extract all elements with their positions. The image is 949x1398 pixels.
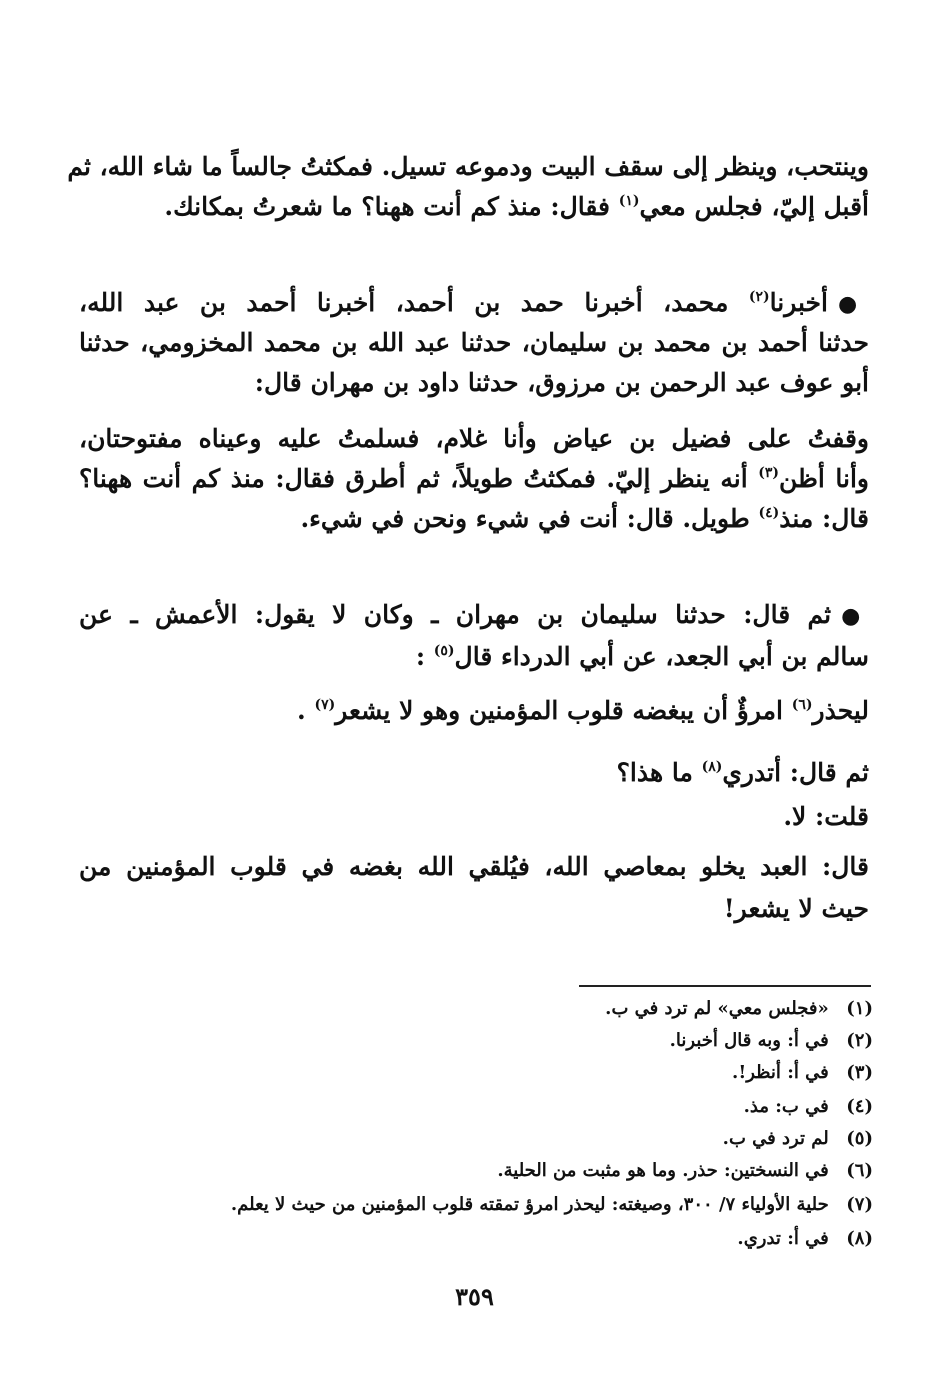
- footnote: [53, 1026, 873, 1056]
- text: وأنا أظن: [778, 464, 869, 493]
- footnote-text: في ب: مذ.: [743, 1096, 829, 1117]
- footnote-marker[interactable]: (٨): [701, 759, 723, 775]
- text: أنه ينظر إليّ. فمكثتُ طويلاً، ثم أطرق فقال: منذ كم أنت ههنا؟: [79, 464, 748, 493]
- footnote-divider: [579, 985, 871, 987]
- footnote-text: في أ: تدري.: [737, 1228, 829, 1249]
- footnote: [53, 994, 873, 1024]
- text: أبو عوف عبد الرحمن بن مرزوق، حدثنا داود بن مهران قال:: [254, 368, 869, 397]
- text: وينتحب، وينظر إلى سقف البيت ودموعه تسيل. فمكثتُ جالساً ما شاء الله، ثم: [67, 152, 869, 181]
- bullet-icon: ●: [841, 603, 869, 629]
- body-line: [79, 640, 869, 674]
- footnote-text: «فجلس معي» لم ترد في ب.: [605, 998, 829, 1019]
- body-line: [79, 190, 869, 224]
- text: قال: العبد يخلو بمعاصي الله، فيُلقي الله بغضه في قلوب المؤمنين من: [79, 852, 869, 881]
- body-line: [79, 286, 869, 321]
- footnote: [53, 1156, 873, 1186]
- footnote-number: (٢): [846, 1030, 873, 1051]
- text: حيث لا يشعر!: [723, 894, 869, 923]
- text: .: [297, 696, 306, 725]
- body-line: [79, 756, 869, 790]
- footnote-text: في أ: أنظر!.: [732, 1062, 829, 1083]
- body-line: [79, 326, 869, 360]
- footnote-number: (٥): [846, 1128, 873, 1149]
- text: سالم بن أبي الجعد، عن أبي الدرداء قال: [454, 642, 869, 671]
- text: أقبل إليّ، فجلس معي: [639, 192, 869, 221]
- footnote: [53, 1058, 873, 1088]
- footnote: [53, 1190, 873, 1220]
- body-line: [79, 892, 869, 926]
- footnote-marker[interactable]: (١): [618, 193, 640, 209]
- text: حدثنا أحمد بن محمد بن سليمان، حدثنا عبد الله بن محمد المخزومي، حدثنا: [79, 328, 869, 357]
- text: قلت: لا.: [783, 802, 869, 831]
- footnote-text: في النسختين: حذر. وما هو مثبت من الحلية.: [497, 1160, 829, 1181]
- body-line: [67, 150, 869, 184]
- body-line: [79, 850, 869, 884]
- footnote-marker[interactable]: (٧): [314, 697, 336, 713]
- text: ثم قال: أتدري: [722, 758, 869, 787]
- text: طويل. قال: أنت في شيء ونحن في شيء.: [300, 504, 750, 533]
- footnote-text: لم ترد في ب.: [722, 1128, 829, 1149]
- footnote: [53, 1224, 873, 1254]
- footnote-marker[interactable]: (٦): [791, 697, 813, 713]
- footnote-number: (٤): [846, 1096, 873, 1117]
- page-number: ٣٥٩: [455, 1282, 494, 1311]
- footnote-marker[interactable]: (٥): [433, 643, 455, 659]
- footnote-number: (١): [846, 998, 873, 1019]
- body-line: [79, 502, 869, 536]
- footnote-marker[interactable]: (٣): [758, 465, 779, 481]
- footnote-number: (٣): [846, 1062, 873, 1083]
- footnote-marker[interactable]: (٤): [758, 505, 780, 521]
- text: ليحذر: [812, 696, 869, 725]
- text: :: [415, 642, 426, 671]
- text: امرؤٌ أن يبغضه قلوب المؤمنين وهو لا يشعر: [335, 696, 783, 725]
- body-line: [79, 694, 869, 728]
- text: ما هذا؟: [616, 758, 693, 787]
- text: فقال: منذ كم أنت ههنا؟ ما شعرتُ بمكانك.: [164, 192, 611, 221]
- text: محمد، أخبرنا حمد بن أحمد، أخبرنا أحمد بن عبد الله،: [79, 288, 729, 317]
- footnote: [53, 1092, 873, 1122]
- text: ثم قال: حدثنا سليمان بن مهران ـ وكان لا يقول: الأعمش ـ عن: [79, 600, 832, 629]
- footnote-marker[interactable]: (٢): [748, 289, 770, 305]
- body-line: [79, 800, 869, 834]
- footnote-number: (٨): [846, 1228, 873, 1249]
- footnote-number: (٦): [846, 1160, 873, 1181]
- body-line: [79, 462, 869, 496]
- footnote-text: في أ: وبه قال أخبرنا.: [669, 1030, 829, 1051]
- text: قال: منذ: [779, 504, 869, 533]
- text: وقفتُ على فضيل بن عياض وأنا غلام، فسلمتُ عليه وعيناه مفتوحتان،: [79, 424, 869, 453]
- bullet-icon: ●: [837, 291, 869, 317]
- footnote: [53, 1124, 873, 1154]
- body-line: [79, 598, 869, 633]
- footnote-text: حلية الأولياء ٧/ ٣٠٠، وصيغته: ليحذر امرؤ تمقته قلوب المؤمنين من حيث لا يعلم.: [230, 1194, 829, 1215]
- body-line: [79, 366, 869, 400]
- body-line: [79, 422, 869, 456]
- text: أخبرنا: [769, 288, 828, 317]
- footnote-number: (٧): [846, 1194, 873, 1215]
